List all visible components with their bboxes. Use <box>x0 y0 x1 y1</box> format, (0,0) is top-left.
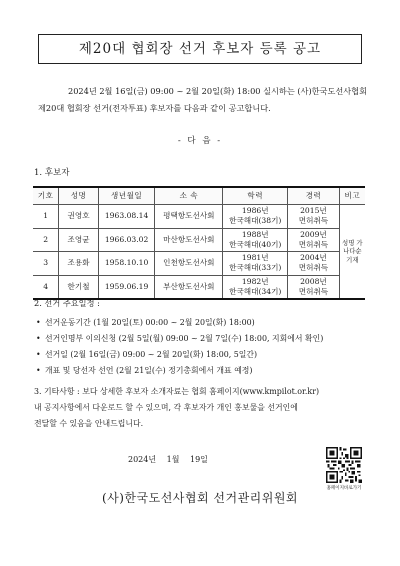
cell-org: 부산항도선사회 <box>155 275 223 299</box>
intro-paragraph <box>38 83 368 117</box>
col-education: 학력 <box>223 187 288 205</box>
cell-education <box>223 228 288 252</box>
candidate-table <box>33 186 365 300</box>
intro-line-1: 2024년 2월 16일(금) 09:00 ~ 2월 20일(화) 18:00 실시하는 (사)한국도선사협회 <box>68 86 368 96</box>
career-year: 2008년 <box>300 276 327 286</box>
table-row <box>33 275 365 299</box>
edu-school: 한국해대(33기) <box>229 263 282 273</box>
cell-number: 1 <box>33 205 59 229</box>
career-text: 면허취득 <box>298 239 329 249</box>
qr-caption: 홈페이지바로가기 <box>326 486 362 491</box>
cell-name: 한기철 <box>59 275 99 299</box>
edu-school: 한국해대(34기) <box>229 286 282 296</box>
cell-note: 성명 가나다순 기재 <box>339 205 365 300</box>
cell-number: 3 <box>33 252 59 276</box>
qr-code-icon[interactable] <box>326 447 362 483</box>
cell-education <box>223 252 288 276</box>
col-number: 기호 <box>33 187 59 205</box>
col-org: 소 속 <box>155 187 223 205</box>
cell-career <box>288 275 340 299</box>
list-item: • 선거운동기간 (1월 20일(토) 00:00 ~ 2월 20일(화) 18:00) <box>46 315 323 331</box>
table-row <box>33 228 365 252</box>
career-text: 면허취득 <box>298 286 329 296</box>
cell-name: 권영호 <box>59 205 99 229</box>
notice-title-box <box>38 34 362 64</box>
cell-number: 4 <box>33 275 59 299</box>
cell-org: 평택항도선사회 <box>155 205 223 229</box>
list-item: • 선거인명부 이의신청 (2월 5일(월) 09:00 ~ 2월 7일(수) 18:00, 지회에서 확인) <box>46 331 323 347</box>
section3-line-3: 전달할 수 있음을 안내드립니다. <box>34 419 144 428</box>
col-career: 경력 <box>288 187 340 205</box>
section3-paragraph <box>34 384 366 432</box>
signer-org: (사)한국도선사협회 선거관리위원회 <box>101 491 299 505</box>
career-year: 2009년 <box>300 229 327 239</box>
col-birth: 생년월일 <box>98 187 155 205</box>
col-note: 비고 <box>339 187 365 205</box>
cell-name: 조용화 <box>59 252 99 276</box>
edu-year: 1988년 <box>241 229 269 239</box>
edu-year: 1986년 <box>241 206 269 216</box>
cell-birth: 1958.10.10 <box>98 252 155 276</box>
cell-career <box>288 205 340 229</box>
cell-birth: 1959.06.19 <box>98 275 155 299</box>
career-text: 면허취득 <box>298 263 329 273</box>
schedule-list <box>46 315 323 379</box>
edu-year: 1982년 <box>241 276 269 286</box>
notice-title: 제20대 협회장 선거 후보자 등록 공고 <box>78 40 322 57</box>
table-header-row <box>33 187 365 205</box>
cell-birth: 1966.03.02 <box>98 228 155 252</box>
table-row <box>33 252 365 276</box>
intro-line-2: 제20대 협회장 선거(전자투표) 후보자를 다음과 같이 공고합니다. <box>38 103 271 113</box>
career-year: 2004년 <box>300 253 327 263</box>
list-item: • 개표 및 당선자 선언 (2월 21일(수) 정기총회에서 개표 예정) <box>46 363 323 379</box>
col-name: 성명 <box>59 187 99 205</box>
cell-education <box>223 205 288 229</box>
section2-heading: 2. 선거 주요일정 : <box>34 298 100 308</box>
notice-date: 2024년 1월 19일 <box>128 455 208 464</box>
cell-name: 조영균 <box>59 228 99 252</box>
career-year: 2015년 <box>300 206 327 216</box>
section1-heading: 1. 후보자 <box>34 168 70 178</box>
cell-career <box>288 228 340 252</box>
section3-line-2: 내 공지사항에서 다운로드 할 수 있으며, 각 후보자가 개인 홍보물을 선거인에 <box>34 403 298 412</box>
edu-year: 1981년 <box>241 253 269 263</box>
cell-number: 2 <box>33 228 59 252</box>
cell-org: 마산항도선사회 <box>155 228 223 252</box>
cell-education <box>223 275 288 299</box>
list-item: • 선거일 (2월 16일(금) 09:00 ~ 2월 20일(화) 18:00, 5일간) <box>46 347 323 363</box>
career-text: 면허취득 <box>298 216 329 226</box>
section3-line-1: 3. 기타사항 : 보다 상세한 후보자 소개자료는 협회 홈페이지(www.kmpilot.or.kr) <box>34 387 320 396</box>
cell-org: 인천항도선사회 <box>155 252 223 276</box>
edu-school: 한국해대(38기) <box>229 216 282 226</box>
cell-career <box>288 252 340 276</box>
edu-school: 한국해대(40기) <box>229 239 282 249</box>
ceremony-heading: - 다 음 - <box>177 136 223 146</box>
table-row <box>33 205 365 229</box>
cell-birth: 1963.08.14 <box>98 205 155 229</box>
